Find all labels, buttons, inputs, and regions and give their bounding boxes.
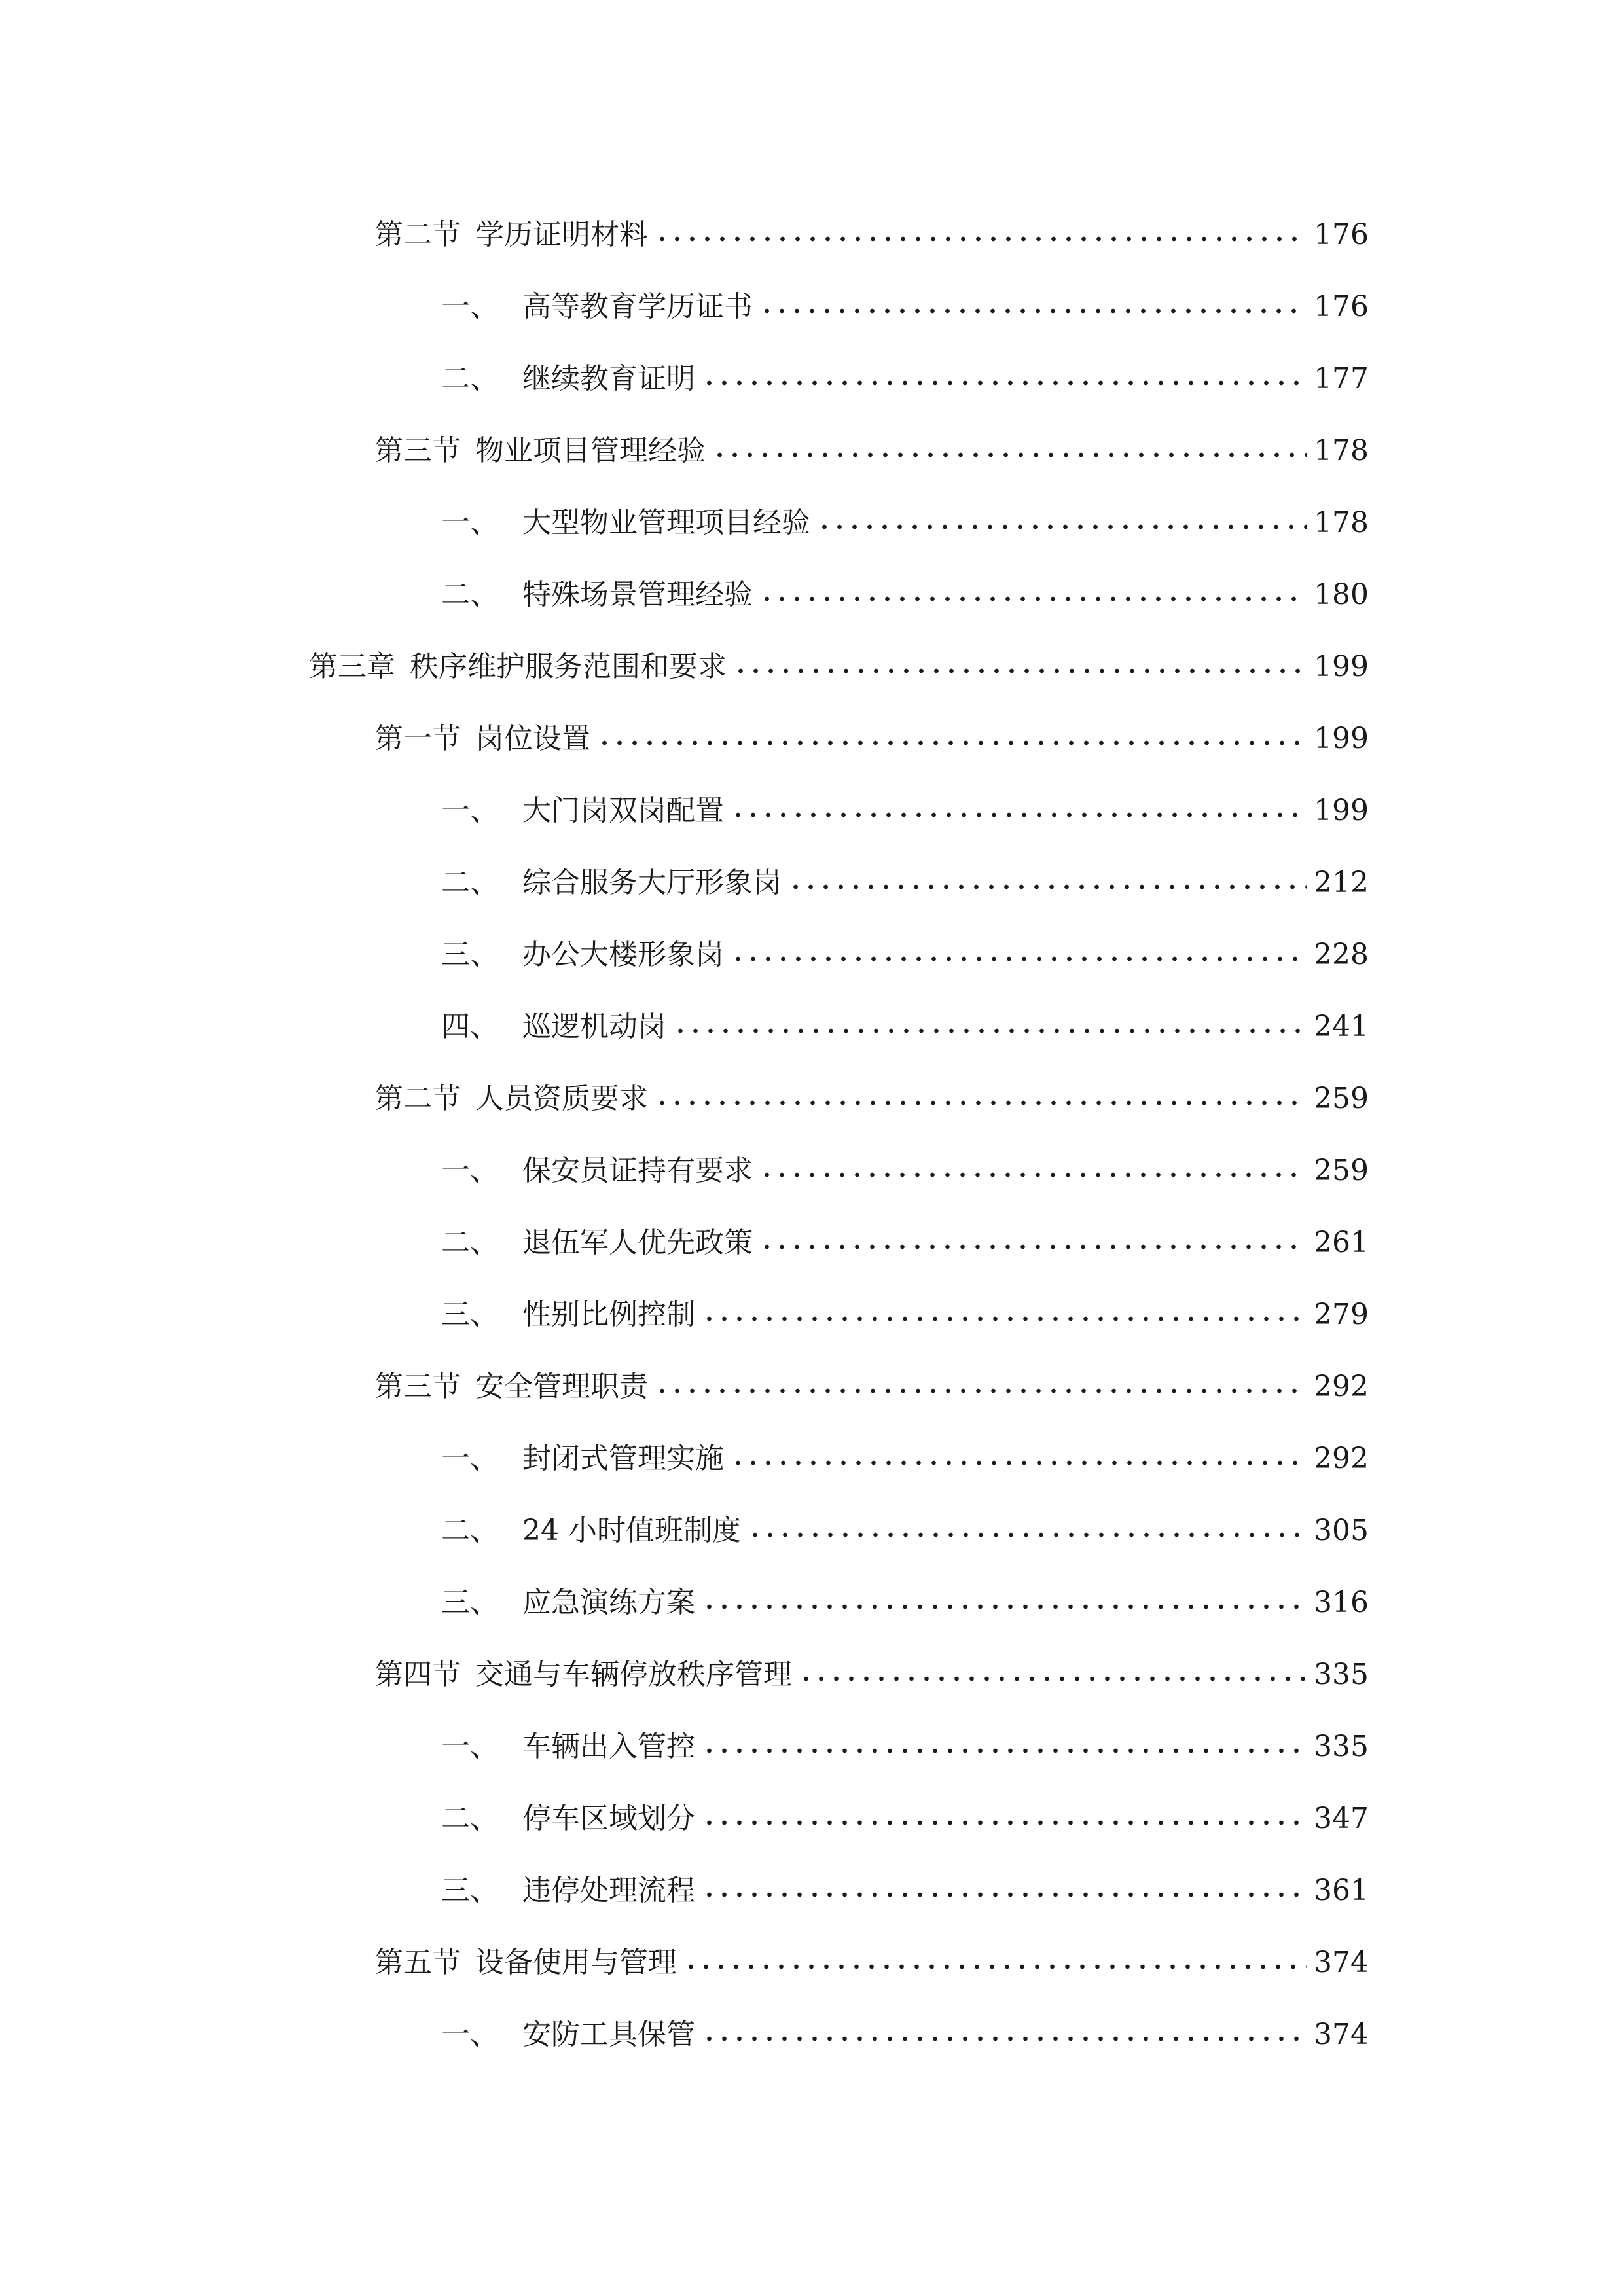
toc-entry-title: 巡逻机动岗	[522, 1010, 666, 1043]
toc-entry-page: 292	[1314, 1370, 1369, 1403]
toc-entry-title: 车辆出入管控	[522, 1730, 695, 1763]
toc-entry-title: 封闭式管理实施	[522, 1442, 724, 1475]
toc-entry[interactable]	[441, 346, 1369, 399]
toc-entry-page: 176	[1314, 218, 1369, 251]
toc-entry-number: 第五节	[374, 1946, 461, 1979]
dot-leader	[702, 1816, 1307, 1829]
toc-entry-number: 第一节	[374, 722, 461, 755]
dot-leader	[702, 1600, 1307, 1613]
toc-entry-number: 一、	[441, 2018, 499, 2051]
toc-entry-title: 特殊场景管理经验	[522, 578, 753, 611]
toc-entry-title: 人员资质要求	[475, 1082, 648, 1115]
dot-leader	[702, 1312, 1307, 1325]
toc-entry-page: 241	[1314, 1010, 1369, 1043]
toc-entry-page: 335	[1314, 1730, 1369, 1763]
toc-entry-number: 二、	[441, 1514, 499, 1547]
dot-leader	[597, 736, 1307, 749]
toc-entry-number: 第三节	[374, 434, 461, 467]
toc-entry-page: 261	[1314, 1226, 1369, 1259]
toc-entry-title: 停车区域划分	[522, 1802, 695, 1835]
toc-entry-page: 178	[1314, 506, 1369, 539]
toc-entry-page: 177	[1314, 362, 1369, 395]
toc-entry-title: 办公大楼形象岗	[522, 938, 724, 971]
toc-entry-number: 一、	[441, 1730, 499, 1763]
toc-entry[interactable]	[441, 1714, 1369, 1767]
dot-leader	[712, 448, 1307, 461]
toc-entry[interactable]	[441, 1858, 1369, 1910]
toc-entry[interactable]	[441, 1138, 1369, 1191]
toc-entry-page: 176	[1314, 290, 1369, 323]
toc-entry-number: 二、	[441, 1802, 499, 1835]
toc-entry[interactable]	[374, 202, 1369, 255]
toc-entry[interactable]	[441, 1426, 1369, 1479]
toc-entry-title: 岗位设置	[475, 722, 590, 755]
toc-entry-number: 一、	[441, 290, 499, 323]
toc-entry[interactable]	[441, 2002, 1369, 2054]
dot-leader	[788, 880, 1307, 893]
dot-leader	[702, 2032, 1307, 2045]
dot-leader	[748, 1528, 1307, 1541]
toc-entry-title: 交通与车辆停放秩序管理	[475, 1658, 792, 1691]
dot-leader	[655, 232, 1307, 245]
dot-leader	[759, 1168, 1307, 1181]
toc-entry-number: 二、	[441, 362, 499, 395]
toc-entry-title: 综合服务大厅形象岗	[522, 866, 782, 899]
dot-leader	[733, 664, 1307, 677]
toc-entry-title: 大型物业管理项目经验	[522, 506, 810, 539]
toc-entry-page: 212	[1314, 866, 1369, 899]
toc-entry-title: 应急演练方案	[522, 1586, 695, 1619]
dot-leader	[702, 1888, 1307, 1901]
dot-leader	[731, 808, 1307, 821]
toc-entry-page: 374	[1314, 1946, 1369, 1979]
dot-leader	[731, 952, 1307, 965]
toc-entry-title: 秩序维护服务范围和要求	[410, 650, 727, 683]
toc-entry[interactable]	[441, 490, 1369, 543]
toc-entry-number: 三、	[441, 1298, 499, 1331]
toc-entry-title: 继续教育证明	[522, 362, 695, 395]
toc-entry[interactable]	[441, 994, 1369, 1047]
toc-entry[interactable]	[441, 778, 1369, 831]
toc-entry-page: 199	[1314, 650, 1369, 683]
toc-entry-title: 安防工具保管	[522, 2018, 695, 2051]
toc-entry[interactable]	[441, 1210, 1369, 1263]
dot-leader	[655, 1096, 1307, 1109]
toc-entry[interactable]	[374, 1930, 1369, 1982]
toc-entry-title: 高等教育学历证书	[522, 290, 753, 323]
toc-entry-number: 三、	[441, 1874, 499, 1907]
toc-entry-page: 335	[1314, 1658, 1369, 1691]
toc-entry-number: 第二节	[374, 1082, 461, 1115]
toc-entry-number: 一、	[441, 794, 499, 827]
toc-entry-number: 四、	[441, 1010, 499, 1043]
dot-leader	[702, 1744, 1307, 1757]
dot-leader	[799, 1672, 1307, 1685]
toc-entry-title: 性别比例控制	[522, 1298, 695, 1331]
toc-entry[interactable]	[441, 274, 1369, 327]
toc-entry-page: 316	[1314, 1586, 1369, 1619]
toc-entry-number: 一、	[441, 1442, 499, 1475]
toc-entry-number: 一、	[441, 1154, 499, 1187]
toc-entry[interactable]	[374, 1066, 1369, 1119]
toc-entry[interactable]	[309, 634, 1369, 687]
toc-entry[interactable]	[374, 706, 1369, 759]
toc-entry-number: 二、	[441, 1226, 499, 1259]
toc-entry-number: 第二节	[374, 218, 461, 251]
toc-entry[interactable]	[441, 562, 1369, 615]
toc-entry-title: 保安员证持有要求	[522, 1154, 753, 1187]
toc-entry-page: 279	[1314, 1298, 1369, 1331]
dot-leader	[759, 592, 1307, 605]
toc-entry-page: 228	[1314, 938, 1369, 971]
toc-entry[interactable]	[441, 1786, 1369, 1839]
toc-entry-number: 三、	[441, 1586, 499, 1619]
toc-entry-page: 199	[1314, 794, 1369, 827]
toc-entry-number: 第三节	[374, 1370, 461, 1403]
dot-leader	[759, 1240, 1307, 1253]
toc-entry-page: 374	[1314, 2018, 1369, 2051]
toc-entry-number: 二、	[441, 578, 499, 611]
toc-entry-number: 第四节	[374, 1658, 461, 1691]
toc-entry-page: 347	[1314, 1802, 1369, 1835]
toc-entry-page: 178	[1314, 434, 1369, 467]
toc-entry-title: 学历证明材料	[475, 218, 648, 251]
toc-entry-number: 一、	[441, 506, 499, 539]
toc-entry-title: 设备使用与管理	[475, 1946, 677, 1979]
toc-entry[interactable]	[374, 1354, 1369, 1407]
toc-entry[interactable]	[441, 1570, 1369, 1623]
toc-entry-page: 199	[1314, 722, 1369, 755]
toc-entry[interactable]	[441, 1282, 1369, 1335]
dot-leader	[702, 376, 1307, 389]
dot-leader	[817, 520, 1307, 533]
toc-entry-page: 259	[1314, 1082, 1369, 1115]
toc-entry-number: 三、	[441, 938, 499, 971]
toc-entry-number: 二、	[441, 866, 499, 899]
toc-entry-number: 第三章	[309, 650, 395, 683]
toc-entry-title: 退伍军人优先政策	[522, 1226, 753, 1259]
toc-entry-page: 180	[1314, 578, 1369, 611]
toc-entry-page: 305	[1314, 1514, 1369, 1547]
toc-entry[interactable]	[374, 418, 1369, 471]
toc-entry[interactable]	[374, 1642, 1369, 1695]
dot-leader	[731, 1456, 1307, 1469]
toc-entry[interactable]	[441, 850, 1369, 903]
dot-leader	[759, 304, 1307, 317]
toc-entry-title: 24 小时值班制度	[522, 1514, 741, 1547]
toc-entry-title: 违停处理流程	[522, 1874, 695, 1907]
toc-entry-page: 259	[1314, 1154, 1369, 1187]
toc-entry[interactable]	[441, 922, 1369, 975]
toc-entry[interactable]	[441, 1498, 1369, 1551]
dot-leader	[655, 1384, 1307, 1397]
dot-leader	[683, 1960, 1307, 1973]
toc-entry-page: 292	[1314, 1442, 1369, 1475]
toc-entry-title: 大门岗双岗配置	[522, 794, 724, 827]
dot-leader	[673, 1024, 1307, 1037]
toc-entry-title: 安全管理职责	[475, 1370, 648, 1403]
toc-entry-page: 361	[1314, 1874, 1369, 1907]
toc-entry-title: 物业项目管理经验	[475, 434, 706, 467]
